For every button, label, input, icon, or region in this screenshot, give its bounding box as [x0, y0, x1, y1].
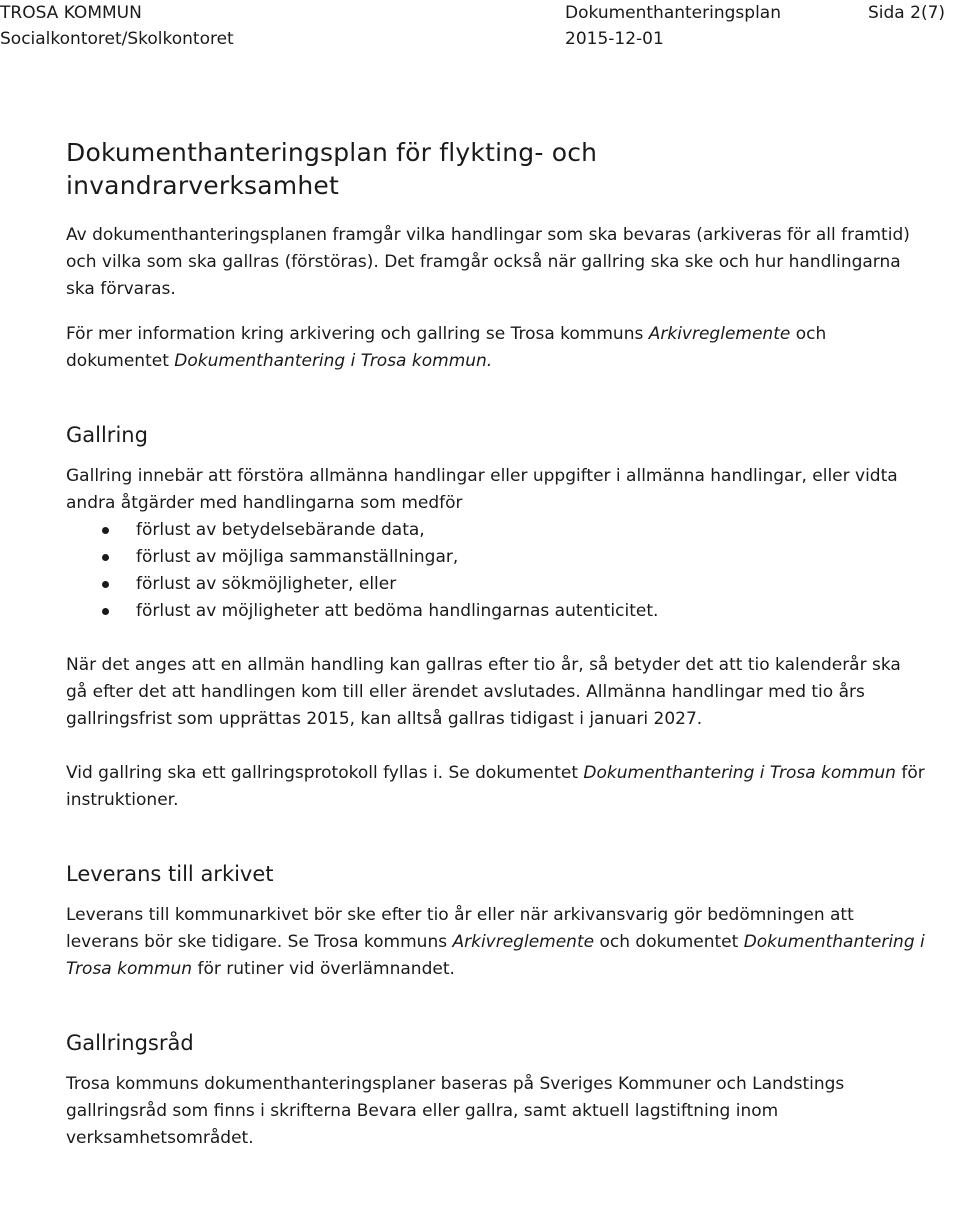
bullet-icon — [102, 608, 109, 615]
page-body — [66, 136, 926, 1152]
gallringsrad-paragraph: Trosa kommuns dokumenthanteringsplaner baseras på Sveriges Kommuner och Landstings gallringsråd som finns i skrifterna Bevara eller gallra, samt aktuell lagstiftning inom verksamhetsområdet. — [66, 1074, 845, 1148]
title-line-2: invandrarverksamhet — [66, 171, 339, 200]
info-ref-arkivreglemente: Arkivreglemente — [648, 324, 791, 344]
leverans-ref-arkivreglemente: Arkivreglemente — [452, 932, 595, 952]
list-item: förlust av sökmöjligheter, eller — [66, 571, 926, 598]
gallring-bullet-list — [66, 517, 926, 625]
info-ref-dokumenthantering: Dokumenthantering i Trosa kommun. — [174, 351, 493, 371]
intro-paragraph: Av dokumenthanteringsplanen framgår vilka handlingar som ska bevaras (arkiveras för all framtid) och vilka som ska gallras (förstöras). Det framgår också när gallring ska ske och hur handlingarna ska förvaras. — [66, 225, 910, 299]
info-text-1: För mer information kring arkivering och gallring se Trosa kommuns — [66, 324, 649, 344]
protocol-ref-dokumenthantering: Dokumenthantering i Trosa kommun — [583, 763, 896, 783]
section-heading-gallring: Gallring — [66, 423, 148, 447]
info-text-2: och dokumentet — [66, 324, 827, 371]
gallring-period-paragraph: När det anges att en allmän handling kan gallras efter tio år, så betyder det att tio kalenderår ska gå efter det att handlingen kom till eller ärendet avslutades. Allmänna handlingar med tio års gallringsfrist som upprättas 2015, kan alltså gallras tidigast i januari 2027. — [66, 655, 901, 729]
list-item: förlust av möjligheter att bedöma handlingarnas autenticitet. — [66, 598, 926, 625]
info-paragraph — [66, 321, 926, 375]
page-header — [0, 0, 960, 52]
section-heading-gallringsrad: Gallringsråd — [66, 1031, 194, 1055]
bullet-icon — [102, 581, 109, 588]
header-department: Socialkontoret/Skolkontoret — [0, 29, 234, 49]
header-page-number: Sida 2(7) — [868, 3, 946, 23]
bullet-icon — [102, 554, 109, 561]
header-date: 2015-12-01 — [565, 29, 664, 49]
header-doc-type: Dokumenthanteringsplan — [565, 3, 781, 23]
leverans-paragraph: Leverans till kommunarkivet bör ske efter tio år eller när arkivansvarig gör bedömningen att leverans bör ske tidigare. Se Trosa kommuns Arkivreglemente och dokumentet Dokumenthantering i Trosa kommun för rutiner vid överlämnandet. — [66, 905, 925, 979]
title-line-1: Dokumenthanteringsplan för flykting- och — [66, 138, 598, 167]
list-item: förlust av möjliga sammanställningar, — [66, 544, 926, 571]
section-heading-leverans: Leverans till arkivet — [66, 862, 274, 886]
bullet-icon — [102, 527, 109, 534]
gallring-protocol-paragraph: Vid gallring ska ett gallringsprotokoll fyllas i. Se dokumentet Dokumenthantering i Trosa kommun för instruktioner. — [66, 763, 925, 810]
header-org: TROSA KOMMUN — [0, 3, 142, 23]
gallring-intro: Gallring innebär att förstöra allmänna handlingar eller uppgifter i allmänna handlingar, eller vidta andra åtgärder med handlingarna som medför — [66, 466, 898, 513]
document-title — [66, 136, 926, 202]
leverans-ref-dokumenthantering: Dokumenthantering i Trosa kommun — [66, 932, 925, 979]
list-item: förlust av betydelsebärande data, — [66, 517, 926, 544]
